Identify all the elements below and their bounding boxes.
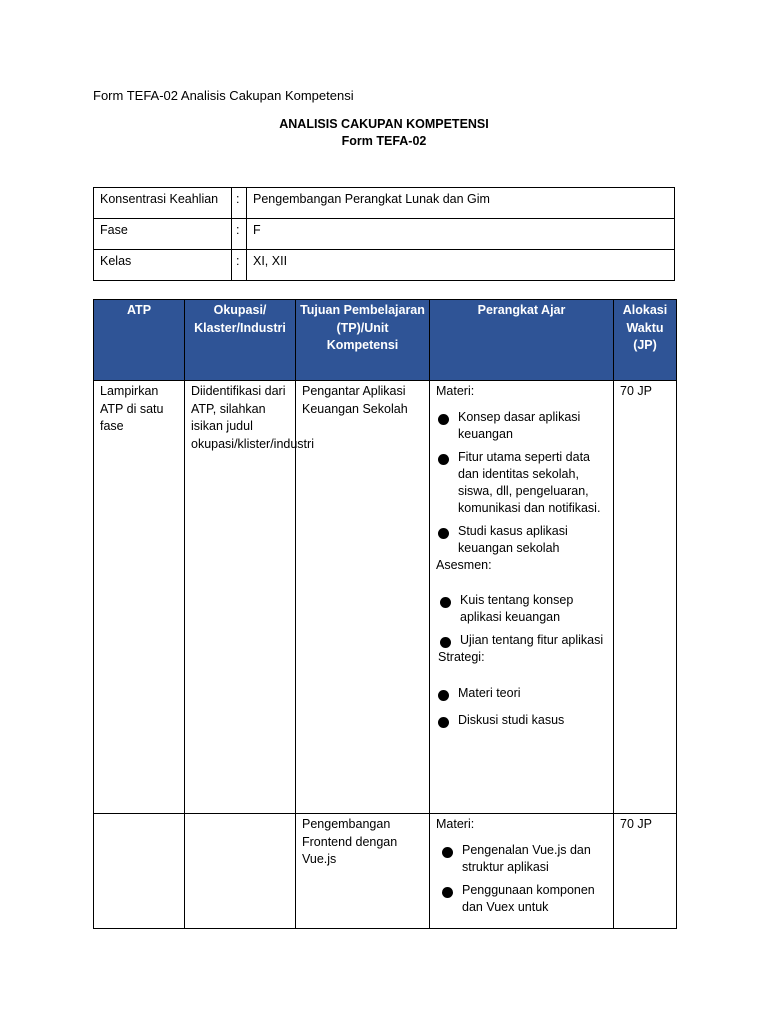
info-row-kelas xyxy=(94,250,675,281)
info-label: Fase xyxy=(94,219,232,250)
asesmen-label: Asesmen: xyxy=(436,557,492,572)
bullet-icon xyxy=(438,528,449,539)
title-line-1: ANALISIS CAKUPAN KOMPETENSI xyxy=(279,117,489,131)
list-item: Pengenalan Vue.js dan struktur aplikasi xyxy=(440,842,607,876)
cell-perangkat xyxy=(430,381,614,814)
bullet-icon xyxy=(442,887,453,898)
cell-atp xyxy=(94,814,185,929)
info-separator: : xyxy=(232,219,247,250)
cell-atp: Lampirkan ATP di satu fase xyxy=(94,381,185,814)
document-header: Form TEFA-02 Analisis Cakupan Kompetensi xyxy=(93,88,354,103)
info-label: Kelas xyxy=(94,250,232,281)
col-header-perangkat: Perangkat Ajar xyxy=(430,300,614,381)
info-separator: : xyxy=(232,250,247,281)
cell-okupasi xyxy=(185,814,296,929)
col-header-atp: ATP xyxy=(94,300,185,381)
materi-list xyxy=(436,842,607,916)
strategi-list xyxy=(436,685,607,729)
info-value: Pengembangan Perangkat Lunak dan Gim xyxy=(247,188,675,219)
list-item: Studi kasus aplikasi keuangan sekolah xyxy=(436,523,607,557)
materi-list xyxy=(436,409,607,557)
materi-label: Materi: xyxy=(436,817,475,831)
materi-label: Materi: xyxy=(436,384,475,398)
bullet-icon xyxy=(438,717,449,728)
col-header-tujuan: Tujuan Pembelajaran (TP)/Unit Kompetensi xyxy=(296,300,430,381)
cell-alokasi: 70 JP xyxy=(614,381,677,814)
info-row-konsentrasi xyxy=(94,188,675,219)
bullet-icon xyxy=(438,690,449,701)
bullet-icon xyxy=(438,454,449,465)
bullet-icon xyxy=(440,637,451,648)
list-item: Kuis tentang konsep aplikasi keuangan xyxy=(438,592,607,626)
competency-table xyxy=(93,299,677,929)
list-item: Penggunaan komponen dan Vuex untuk xyxy=(440,882,607,916)
col-header-alokasi: Alokasi Waktu (JP) xyxy=(614,300,677,381)
info-label: Konsentrasi Keahlian xyxy=(94,188,232,219)
list-item: Materi teori xyxy=(436,685,607,702)
list-item: Fitur utama seperti data dan identitas sekolah, siswa, dll, pengeluaran, komunikasi dan notifikasi. xyxy=(436,449,607,517)
col-header-okupasi: Okupasi/ Klaster/Industri xyxy=(185,300,296,381)
table-header-row xyxy=(94,300,677,381)
info-value: F xyxy=(247,219,675,250)
table-row xyxy=(94,381,677,814)
cell-alokasi: 70 JP xyxy=(614,814,677,929)
list-item: Konsep dasar aplikasi keuangan xyxy=(436,409,607,443)
info-row-fase xyxy=(94,219,675,250)
list-item: Ujian tentang fitur aplikasi xyxy=(438,632,607,649)
cell-perangkat xyxy=(430,814,614,929)
bullet-icon xyxy=(440,597,451,608)
cell-tujuan: Pengembangan Frontend dengan Vue.js xyxy=(296,814,430,929)
asesmen-list xyxy=(436,592,607,649)
cell-okupasi: Diidentifikasi dari ATP, silahkan isikan judul okupasi/klister/industri xyxy=(185,381,296,814)
list-item: Diskusi studi kasus xyxy=(436,712,607,729)
bullet-icon xyxy=(442,847,453,858)
document-title xyxy=(0,116,768,150)
title-line-2: Form TEFA-02 xyxy=(341,134,427,148)
strategi-label: Strategi: xyxy=(438,650,485,664)
table-row xyxy=(94,814,677,929)
info-value: XI, XII xyxy=(247,250,675,281)
info-separator: : xyxy=(232,188,247,219)
bullet-icon xyxy=(438,414,449,425)
info-table xyxy=(93,187,675,281)
cell-tujuan: Pengantar Aplikasi Keuangan Sekolah xyxy=(296,381,430,814)
